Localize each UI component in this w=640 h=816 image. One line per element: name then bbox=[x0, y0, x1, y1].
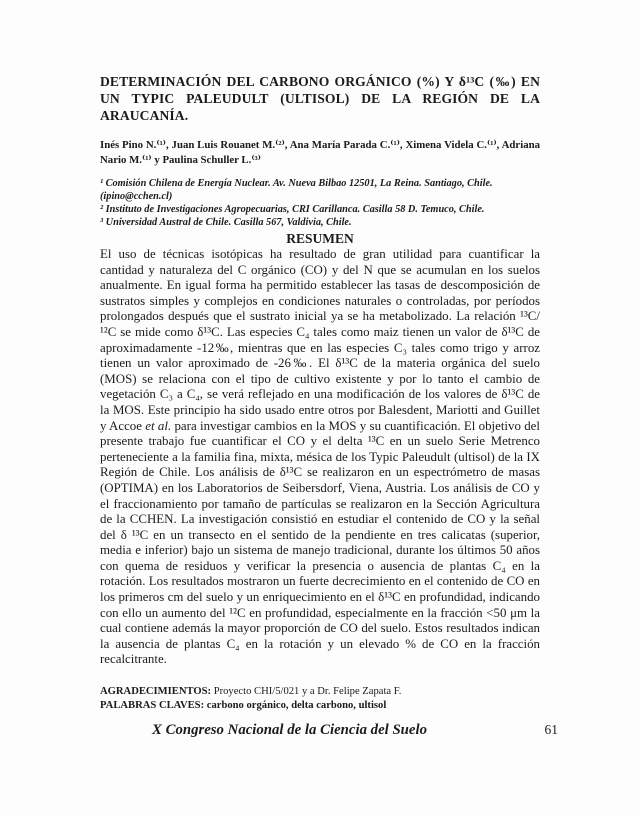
abstract-heading: RESUMEN bbox=[286, 231, 354, 246]
keywords-text: carbono orgánico, delta carbono, ultisol bbox=[204, 699, 387, 711]
acknowledgments-block bbox=[100, 685, 540, 712]
affiliation-line-3: ³ Universidad Austral de Chile. Casilla 567, Valdivia, Chile. bbox=[100, 217, 352, 228]
abstract-text bbox=[100, 247, 540, 668]
keywords-line bbox=[100, 699, 540, 713]
abstract-text-part2: para investigar cambios en la MOS y su cuantificación. El objetivo del presente trabajo fue cuantificar el CO y el delta ¹³C en un suelo Serie Metrenco perteneciente a la familia fina, mixta, mésica de los Typic Paleudult (ultisol) de la IX Región de Chile. Los análisis de δ¹³C se realizaron en un espectrómetro de masas (OPTIMA) en los Laboratorios de Seibersdorf, Viena, Austria. Los análisis de CO y el fraccionamiento por tamaño de partículas se realizaron en la Sección Agricultura de la CCHEN. La investigación consistió en estudiar el contenido de CO y la señal del δ ¹³C en un transecto en el sentido de la pendiente en tres calicatas (superior, media e inferior) bajo un sistema de manejo tradicional, durante los últimos 50 años con quema de residuos y verificar la presencia o ausencia de plantas C₄ en la rotación. Los resultados mostraron un fuerte decrecimiento en el contenido de CO en los primeros cm del suelo y un enriquecimiento en el δ¹³C en profundidad, indicando con ello un aumento del ¹²C en profundidad, especialmente en la fracción <50 μm la cual contiene además la mayor proporción de CO del suelo. Estos resultados indican la ausencia de plantas C₄ en la rotación y un elevado % de CO en la fracción recalcitrante. bbox=[100, 418, 540, 667]
page-number: 61 bbox=[544, 722, 558, 737]
affiliations-block bbox=[100, 177, 540, 229]
page-content bbox=[100, 0, 540, 712]
authors-line: Inés Pino N.⁽¹⁾, Juan Luis Rouanet M.⁽²⁾, Ana María Parada C.⁽¹⁾, Ximena Videla C.⁽¹⁾, Adriana Nario M.⁽¹⁾ y Paulina Schuller L.⁽³⁾ bbox=[100, 139, 540, 166]
affiliation-email: (ipino@cchen.cl) bbox=[100, 191, 173, 202]
abstract-text-etal: et al. bbox=[145, 418, 172, 433]
acknowledgments-label: AGRADECIMIENTOS: bbox=[100, 686, 212, 698]
abstract-text-part1: El uso de técnicas isotópicas ha resultado de gran utilidad para cuantificar la cantidad y naturaleza del C orgánico (CO) y del N que se acumulan en los suelos anualmente. En igual forma ha permitido establecer las tasas de descomposición de sustratos simples y complejos en condiciones naturales o controladas, por períodos prolongados después que el sustrato inicial ya se ha metabolizado. La relación ¹³C/¹²C se mide como δ¹³C. Las especies C₄ tales como maiz tienen un valor de δ¹³C de aproximadamente -12‰, mientras que en las especies C₃ tales como trigo y arroz tienen un valor aproximado de -26‰. El δ¹³C de la materia orgánica del suelo (MOS) se relaciona con el tipo de cultivo existente y por lo tanto el cambio de vegetación C₃ a C₄, se verá reflejado en una modificación de los valores de δ¹³C de la MOS. Este principio ha sido usado entre otros por Balesdent, Mariotti and Guillet y Accoe bbox=[100, 247, 540, 433]
acknowledgments-line bbox=[100, 685, 540, 699]
conference-title: X Congreso Nacional de la Ciencia del Suelo bbox=[152, 722, 427, 738]
affiliation-line-2: ² Instituto de Investigaciones Agropecuarias, CRI Carillanca. Casilla 58 D. Temuco, Chile. bbox=[100, 204, 485, 215]
paper-title: DETERMINACIÓN DEL CARBONO ORGÁNICO (%) Y δ¹³C (‰) EN UN TYPIC PALEUDULT (ULTISOL) DE LA REGIÓN DE LA ARAUCANÍA. bbox=[100, 74, 540, 123]
page-footer bbox=[100, 722, 558, 739]
acknowledgments-text: Proyecto CHI/5/021 y a Dr. Felipe Zapata F. bbox=[211, 686, 402, 698]
keywords-label: PALABRAS CLAVES: bbox=[100, 699, 205, 711]
affiliation-line-1: ¹ Comisión Chilena de Energía Nuclear. Av. Nueva Bilbao 12501, La Reina. Santiago, Chile. bbox=[100, 178, 493, 189]
